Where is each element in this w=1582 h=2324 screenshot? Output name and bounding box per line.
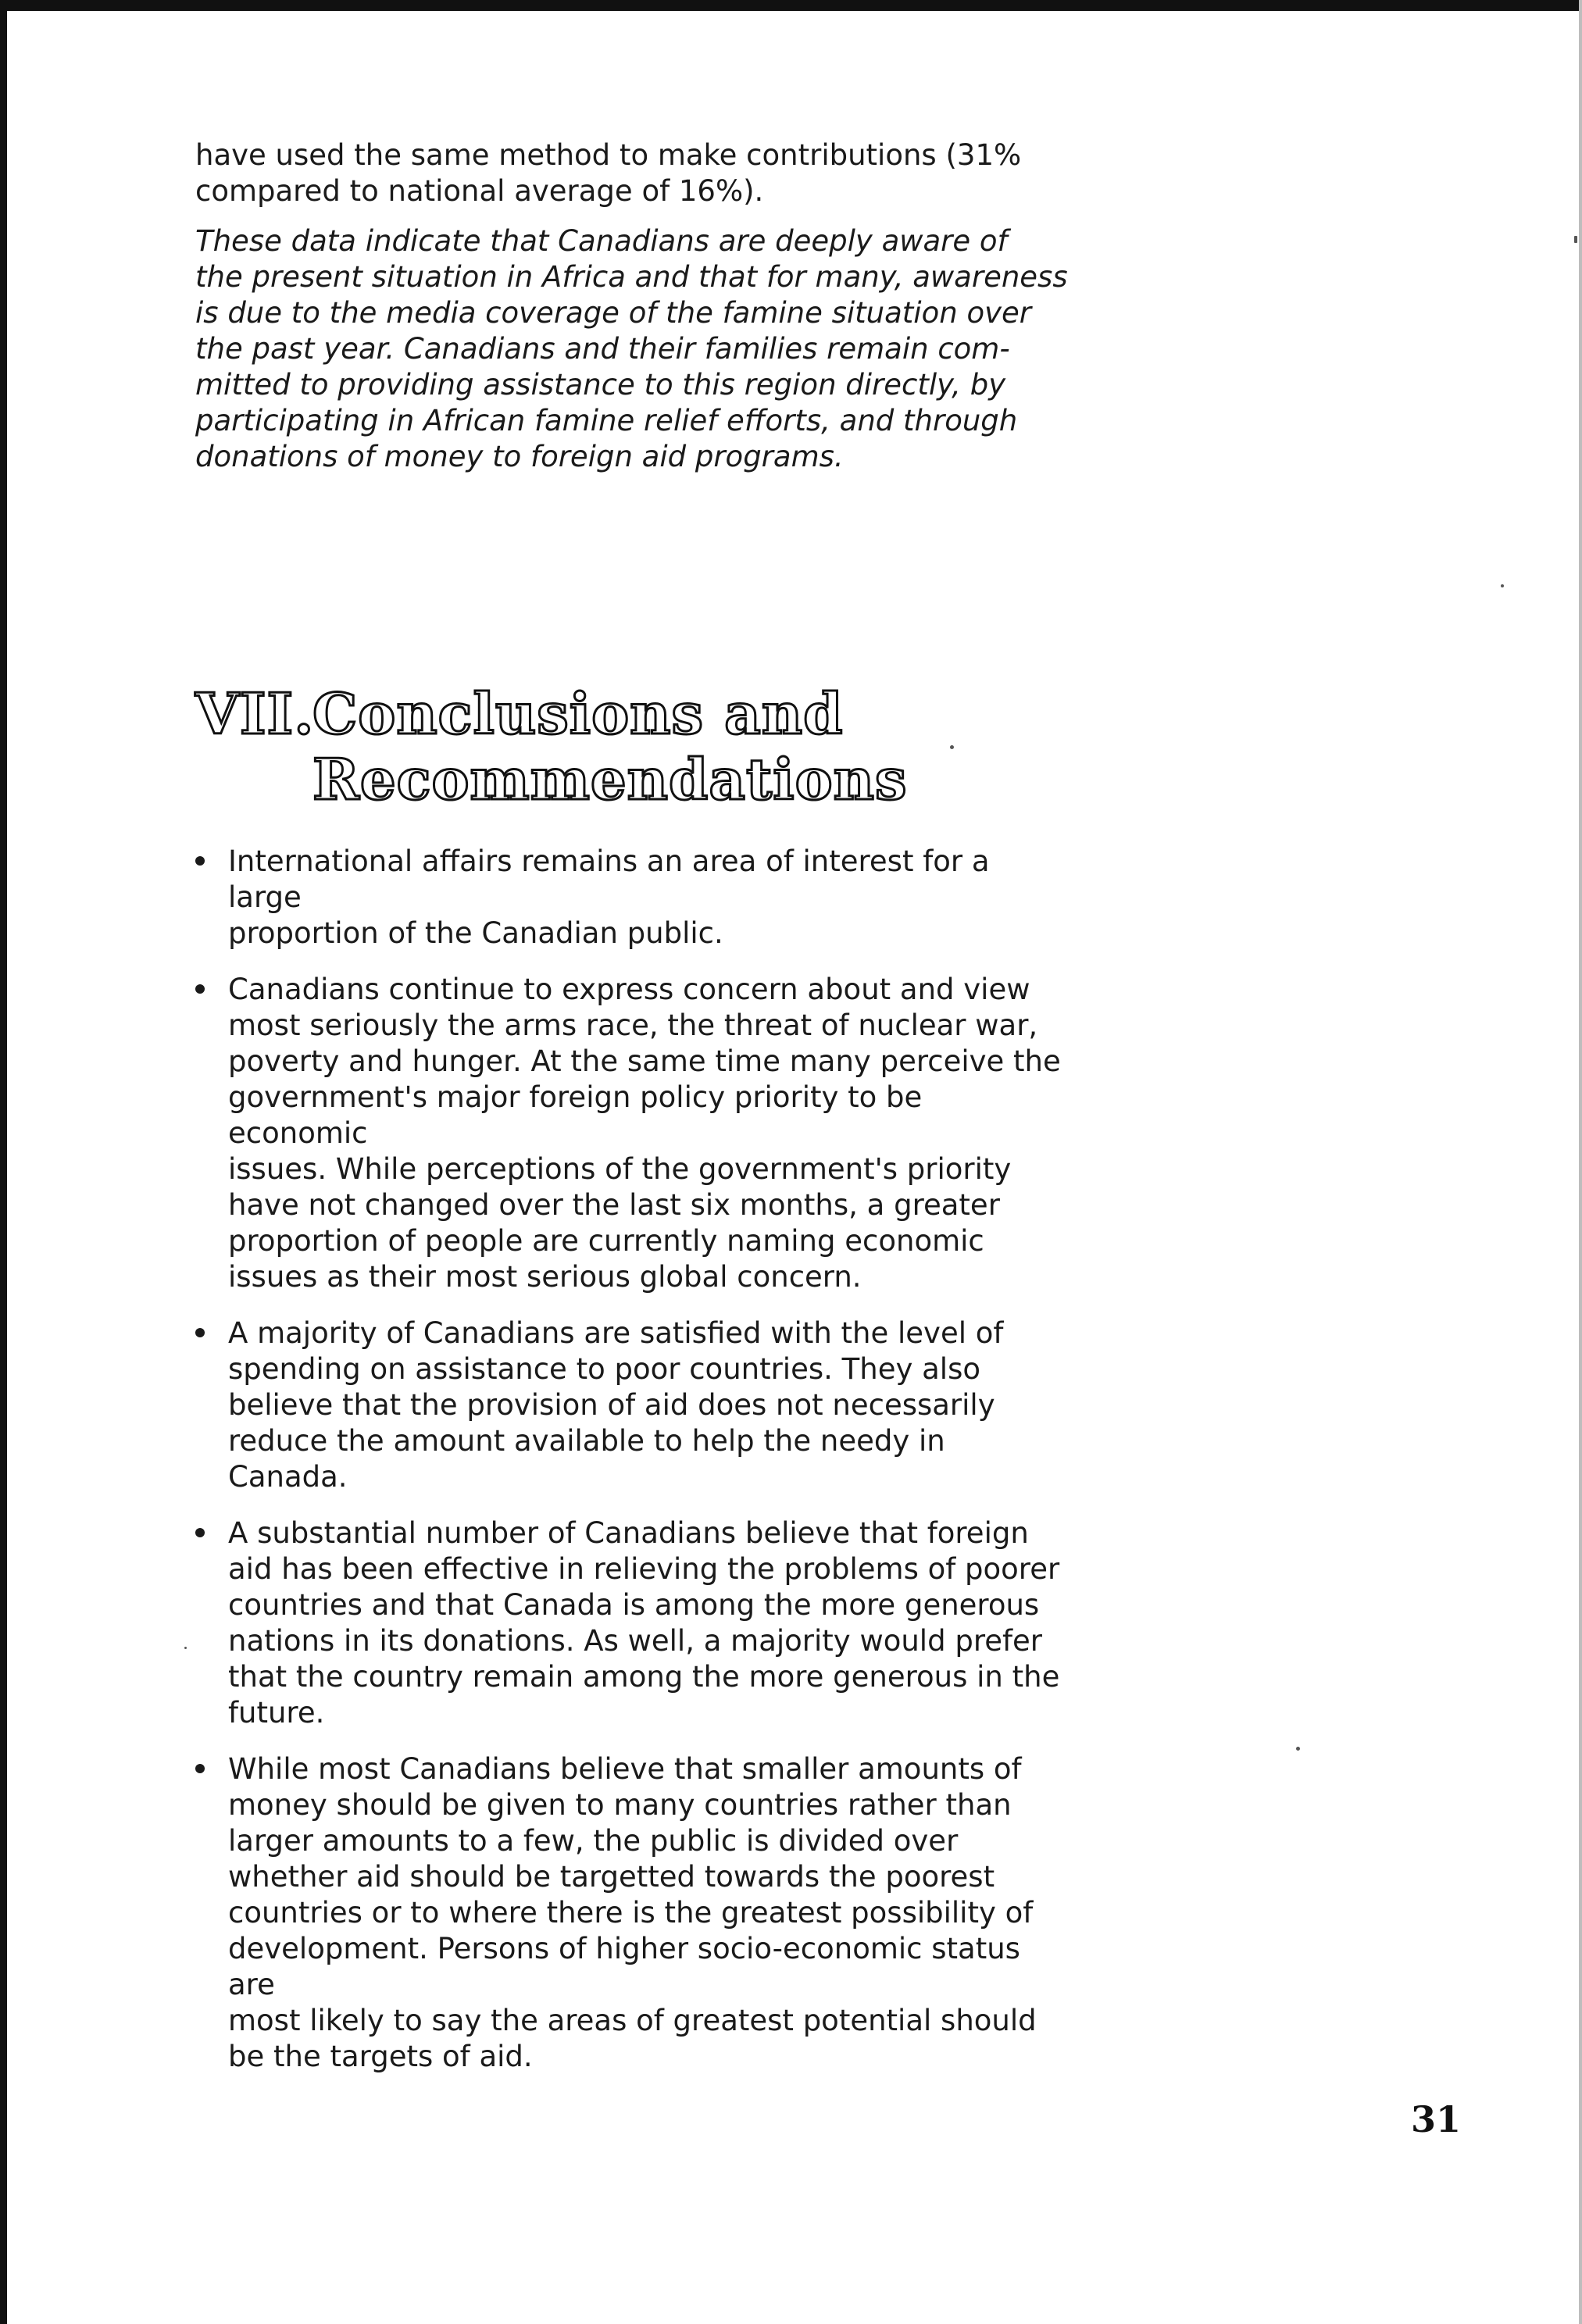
- bullet-text: While most Canadians believe that smaller amounts of money should be given to many countries rather than larger amounts to a few, the public is divided over whether aid should be targetted towards the poorest countries or to where there is the greatest possibility of development. Persons of higher socio-economic status are most likely to say the areas of greatest potential should be the targets of aid.: [228, 1752, 1037, 2073]
- bullet-icon: [195, 1528, 205, 1537]
- bullet-item: [195, 1751, 1070, 2075]
- section-title-line-1: Conclusions and: [312, 680, 844, 747]
- bullet-text: A substantial number of Canadians believe that foreign aid has been effective in relieving the problems of poorer countries and that Canada is among the more generous nations in its donations. As well, a majority would prefer that the country remain among the more generous in the future.: [228, 1516, 1060, 1730]
- scan-top-border: [0, 0, 1582, 11]
- conclusions-bullet-list: [195, 844, 1070, 2095]
- scan-speck: [1574, 236, 1577, 243]
- section-heading: [195, 681, 908, 812]
- scan-speck: [950, 745, 954, 749]
- page-number: 31: [1411, 2098, 1462, 2140]
- section-number: VII.: [195, 680, 315, 747]
- bullet-icon: [195, 1764, 205, 1773]
- bullet-text: Canadians continue to express concern about and view most seriously the arms race, the threat of nuclear war, poverty and hunger. At the same time many perceive the government's major foreign policy priority to be economic issues. While perceptions of the government's priority have not changed over the last six months, a greater proportion of people are currently naming economic issues as their most serious global concern.: [228, 973, 1061, 1294]
- bullet-item: [195, 1515, 1070, 1731]
- scan-speck: [1501, 584, 1504, 587]
- bullet-icon: [195, 856, 205, 866]
- bullet-item: [195, 1316, 1070, 1495]
- section-title-line-2: Recommendations: [312, 746, 908, 812]
- bullet-item: [195, 844, 1070, 951]
- scan-left-border: [0, 0, 7, 2324]
- scan-speck: [184, 1647, 187, 1649]
- intro-paragraph: have used the same method to make contributions (31% compared to national average of 16%).: [195, 138, 1022, 208]
- bullet-icon: [195, 1328, 205, 1337]
- scan-right-shade: [1579, 0, 1582, 2324]
- bullet-item: [195, 972, 1070, 1295]
- bullet-icon: [195, 984, 205, 994]
- italic-summary-paragraph: These data indicate that Canadians are deeply aware of the present situation in Africa and that for many, awareness is due to the media coverage of the famine situation over the past year. Canadians and their families remain com- mitted to providing assistance to this region directly, by participating in African famine relief efforts, and through donations of money to foreign aid programs.: [195, 224, 1068, 473]
- bullet-text: International affairs remains an area of interest for a large proportion of the Canadian public.: [228, 844, 990, 950]
- bullet-text: A majority of Canadians are satisfied with the level of spending on assistance to poor countries. They also believe that the provision of aid does not necessarily reduce the amount available to help the needy in Canada.: [228, 1316, 1004, 1494]
- body-text-section: [195, 137, 1070, 489]
- scan-speck: [1296, 1747, 1300, 1751]
